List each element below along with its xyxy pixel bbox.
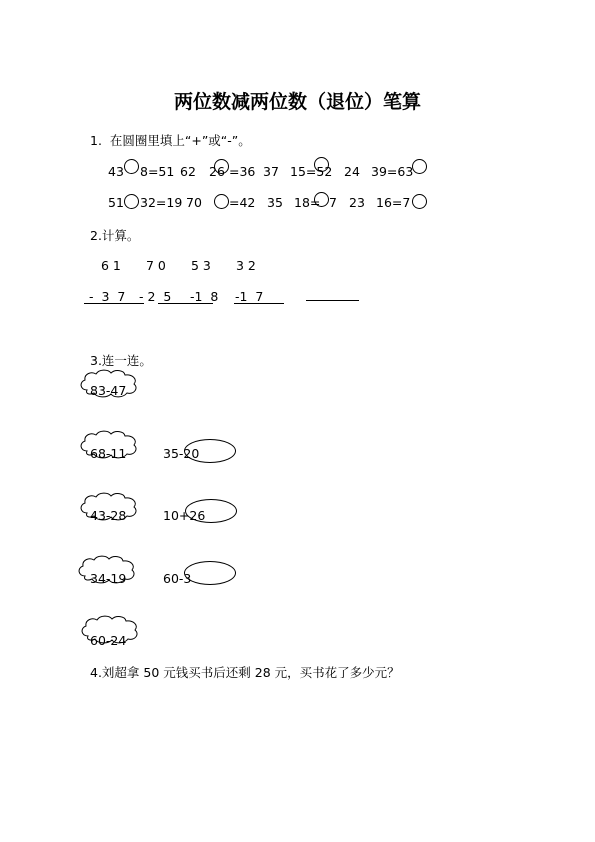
q3-heading: 3.连一连。 [90, 353, 152, 368]
q1-r1-f: 37 [263, 164, 279, 179]
q2-top-2: 7 0 [146, 258, 166, 273]
answer-circle[interactable] [412, 159, 427, 174]
q2-bottom-4: -1 7 [235, 289, 264, 304]
answer-circle[interactable] [412, 194, 427, 209]
q2-heading: 2.计算。 [90, 228, 140, 243]
q2-bottom-2: - 2 5 [139, 289, 172, 304]
match-left-1[interactable]: 83-47 [90, 383, 127, 398]
match-right-3[interactable]: 60-3 [163, 571, 192, 586]
q1-r1-h: 24 [344, 164, 360, 179]
q1-r2-b: 32=19 [140, 195, 183, 210]
page-title: 两位数减两位数（退位）笔算 [173, 91, 421, 113]
match-left-3[interactable]: 43-28 [90, 508, 127, 523]
q1-r2-c: 70 [186, 195, 202, 210]
answer-circle[interactable] [124, 194, 139, 209]
q1-r2-f: 18= [294, 195, 321, 210]
q2-top-1: 6 1 [101, 258, 121, 273]
answer-circle[interactable] [314, 157, 329, 172]
match-oval [184, 561, 236, 585]
q1-r1-e: =36 [229, 164, 256, 179]
match-right-2[interactable]: 10+26 [163, 508, 206, 523]
answer-circle[interactable] [124, 159, 139, 174]
q1-r2-d: =42 [229, 195, 256, 210]
q1-r1-d: 26 [209, 164, 225, 179]
q1-r2-g: 7 [329, 195, 337, 210]
q1-r1-g: 15=52 [290, 164, 333, 179]
q1-r2-i: 16=7 [376, 195, 411, 210]
q2-top-3: 5 3 [191, 258, 211, 273]
calc-underline [84, 303, 144, 304]
q2-bottom-1: - 3 7 [89, 289, 126, 304]
q2-bottom-3: -1 8 [190, 289, 219, 304]
q1-r1-b: 8=51 [140, 164, 175, 179]
match-right-1[interactable]: 35-20 [163, 446, 200, 461]
q1-heading: 1. 在圆圈里填上“+”或“-”。 [90, 133, 251, 148]
calc-underline [234, 303, 284, 304]
match-left-2[interactable]: 68-11 [90, 446, 127, 461]
answer-circle[interactable] [214, 159, 229, 174]
q1-r1-c: 62 [180, 164, 196, 179]
match-left-4[interactable]: 34-19 [90, 571, 127, 586]
q1-r1-a: 43 [108, 164, 124, 179]
q1-r2-h: 23 [349, 195, 365, 210]
q1-r1-i: 39=63 [371, 164, 414, 179]
q1-r2-e: 35 [267, 195, 283, 210]
answer-circle[interactable] [314, 192, 329, 207]
answer-line[interactable] [306, 300, 359, 301]
q2-top-4: 3 2 [236, 258, 256, 273]
answer-circle[interactable] [214, 194, 229, 209]
match-left-5[interactable]: 60-24 [90, 633, 127, 648]
q1-r2-a: 51 [108, 195, 124, 210]
q4-heading: 4.刘超拿 50 元钱买书后还剩 28 元，买书花了多少元？ [90, 665, 400, 680]
calc-underline [158, 303, 213, 304]
